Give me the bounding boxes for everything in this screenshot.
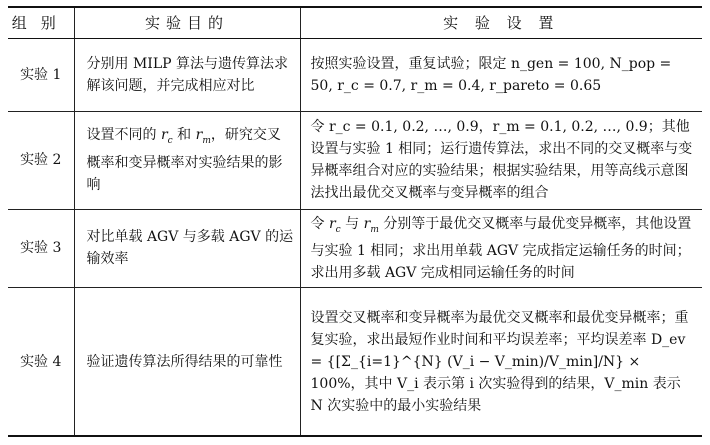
- setting-text: 分别等于最优交叉概率与最优变异概率，其他设置与实验 1 相同；求出用单载 AGV 完成指定运输任务的时间；求出用多载 AGV 完成相同运输任务的时间: [310, 215, 692, 282]
- table-row: [8, 209, 702, 288]
- header-setting: 实 验 设 置: [300, 7, 702, 38]
- header-purpose: 实验目的: [74, 7, 300, 38]
- experiment-table: [8, 6, 702, 437]
- symbol-rc: $r_c$: [160, 127, 173, 146]
- setting-cell: 令 $r_c$ 与 $r_m$ 分别等于最优交叉概率与最优变异概率，其他设置与实验 1 相同；求出用单载 AGV 完成指定运输任务的时间；求出用多载 AGV 完成相同运输任务的时间: [300, 209, 702, 288]
- error-rate-formula: D_ev = {[Σ_{i=1}^{N} (V_i − V_min)/V_min]/N} × 100%: [310, 331, 686, 392]
- purpose-cell: 分别用 MILP 算法与遗传算法求解该问题，并完成相应对比: [74, 38, 300, 111]
- setting-rc-values: r_c = 0.1, 0.2, …, 0.9: [328, 119, 479, 135]
- purpose-text-pre: 设置不同的: [86, 127, 157, 144]
- symbol-rm: $r_m$: [363, 215, 379, 235]
- setting-text: 设置交叉概率和变异概率为最优交叉概率和最优变异概率；重复实验，求出最短作业时间和平均误差率；平均误差率: [310, 309, 689, 348]
- setting-text-tail: ，其中 V_i 表示第 i 次实验得到的结果，V_min 表示 N 次实验中的最小实验结果: [310, 375, 681, 414]
- setting-cell: [300, 288, 702, 436]
- symbol-rm: $r_m$: [195, 127, 211, 146]
- group-cell: 实验 3: [8, 209, 74, 288]
- purpose-text-post: ，研究交叉概率和变异概率对实验结果的影响: [86, 127, 283, 193]
- table-header-row: [8, 7, 702, 38]
- setting-cell: 令 r_c = 0.1, 0.2, …, 0.9，r_m = 0.1, 0.2, …, 0.9；其他设置与实验 1 相同；运行遗传算法，求出不同的交叉概率与变异概率组合对应的实验结果；根据实验结果，用等高线示意图法找出最优交叉概率与变异概率的组合: [300, 111, 702, 209]
- table-row: [8, 288, 702, 436]
- purpose-cell: 对比单载 AGV 与多载 AGV 的运输效率: [74, 209, 300, 288]
- purpose-text-and: 和: [177, 127, 192, 144]
- setting-rm-values: r_m = 0.1, 0.2, …, 0.9: [492, 119, 648, 135]
- setting-params: n_gen = 100, N_pop = 50, r_c = 0.7, r_m = 0.4, r_pareto = 0.65: [310, 55, 672, 94]
- setting-text: 按照实验设置，重复试验；限定: [310, 55, 507, 72]
- symbol-rc: $r_c$: [328, 215, 341, 235]
- header-group: 组别: [8, 7, 74, 38]
- table-row: [8, 38, 702, 111]
- group-cell: 实验 2: [8, 111, 74, 209]
- table-row: [8, 111, 702, 209]
- purpose-cell: 验证遗传算法所得结果的可靠性: [74, 288, 300, 436]
- group-cell: 实验 4: [8, 288, 74, 436]
- purpose-cell: [74, 111, 300, 209]
- setting-cell: [300, 38, 702, 111]
- group-cell: 实验 1: [8, 38, 74, 111]
- setting-text: ；其他设置与实验 1 相同；运行遗传算法，求出不同的交叉概率与变异概率组合对应的实验结果；根据实验结果，用等高线示意图法找出最优交叉概率与变异概率的组合: [310, 119, 693, 201]
